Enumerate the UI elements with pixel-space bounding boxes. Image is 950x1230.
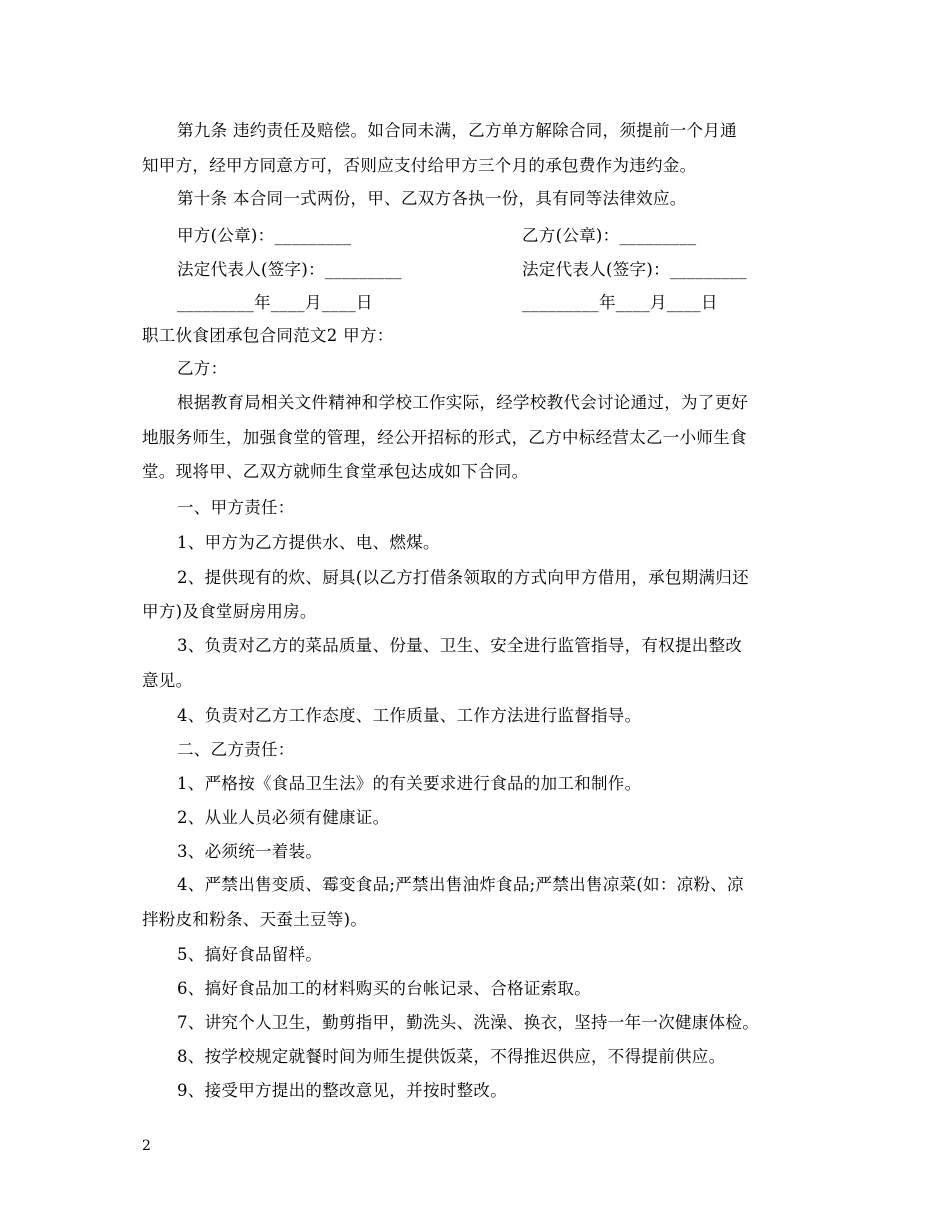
party-b-item-4-line-1: 4、严禁出售变质、霉变食品;严禁出售油炸食品;严禁出售凉菜(如：凉粉、凉 — [177, 875, 744, 894]
party-b-item-4-line-2: 拌粉皮和粉条、天蚕土豆等)。 — [142, 910, 368, 929]
party-b-item-9: 9、接受甲方提出的整改意见，并按时整改。 — [177, 1081, 507, 1100]
party-b-item-3: 3、必须统一着装。 — [177, 842, 323, 861]
party-b-item-6: 6、搞好食品加工的材料购买的台帐记录、合格证索取。 — [177, 979, 591, 998]
party-b-item-2: 2、从业人员必须有健康证。 — [177, 808, 390, 827]
party-b-date: _________年____月____日 — [522, 293, 718, 312]
party-b-seal: 乙方(公章)：_________ — [522, 226, 697, 245]
party-a-item-4: 4、负责对乙方工作态度、工作质量、工作方法进行监督指导。 — [177, 706, 642, 725]
party-a-seal: 甲方(公章)：_________ — [177, 226, 352, 245]
preamble-line-2: 地服务师生，加强食堂的管理，经公开招标的形式，乙方中标经营太乙一小师生食 — [142, 428, 747, 447]
party-a-item-2-line-1: 2、提供现有的炊、厨具(以乙方打借条领取的方式向甲方借用，承包期满归还 — [177, 568, 749, 587]
section-party-b-heading: 二、乙方责任： — [177, 740, 295, 759]
party-b-item-7: 7、讲究个人卫生，勤剪指甲，勤洗头、洗澡、换衣，坚持一年一次健康体检。 — [177, 1013, 759, 1032]
party-b-label: 乙方： — [177, 359, 228, 378]
party-a-item-3-line-1: 3、负责对乙方的菜品质量、份量、卫生、安全进行监管指导，有权提出整改 — [177, 636, 743, 655]
clause-9-line-2: 知甲方，经甲方同意方可，否则应支付给甲方三个月的承包费作为违约金。 — [142, 156, 697, 175]
party-b-item-1: 1、严格按《食品卫生法》的有关要求进行食品的加工和制作。 — [177, 774, 642, 793]
section-party-a-heading: 一、甲方责任： — [177, 498, 295, 517]
preamble-line-3: 堂。现将甲、乙双方就师生食堂承包达成如下合同。 — [142, 462, 529, 481]
page-number: 2 — [142, 1138, 151, 1154]
clause-9-line-1: 第九条 违约责任及赔偿。如合同未满，乙方单方解除合同，须提前一个月通 — [177, 121, 737, 140]
party-b-item-8: 8、按学校规定就餐时间为师生提供饭菜，不得推迟供应，不得提前供应。 — [177, 1047, 726, 1066]
party-a-item-1: 1、甲方为乙方提供水、电、燃煤。 — [177, 533, 440, 552]
clause-10: 第十条 本合同一式两份，甲、乙双方各执一份，具有同等法律效应。 — [177, 189, 687, 208]
party-a-item-3-line-2: 意见。 — [142, 671, 193, 690]
party-b-representative: 法定代表人(签字)：_________ — [522, 260, 747, 279]
party-a-representative: 法定代表人(签字)：_________ — [177, 260, 402, 279]
party-b-item-5: 5、搞好食品留样。 — [177, 945, 323, 964]
party-a-date: _________年____月____日 — [177, 293, 373, 312]
party-a-item-2-line-2: 甲方)及食堂厨房用房。 — [142, 602, 317, 621]
preamble-line-1: 根据教育局相关文件精神和学校工作实际，经学校教代会讨论通过，为了更好 — [177, 393, 749, 412]
contract-2-title: 职工伙食团承包合同范文2 甲方： — [142, 326, 394, 345]
